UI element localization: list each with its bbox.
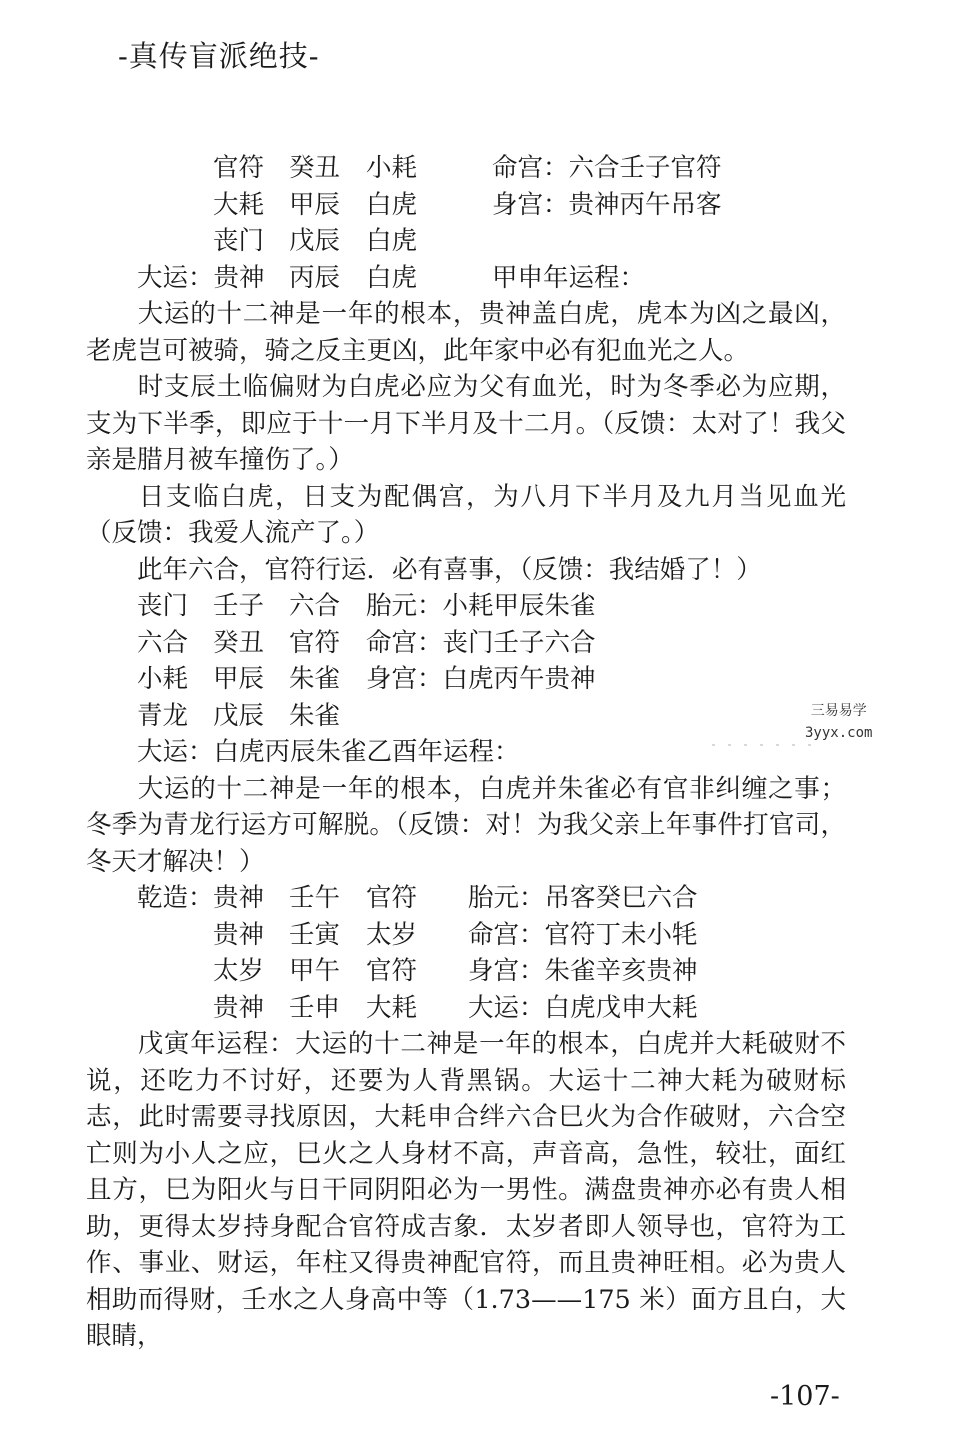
paragraph: 此年六合，官符行运．必有喜事，（反馈：我结婚了！） [137, 554, 762, 585]
chart-cell: 大运：白虎戊申大耗 [468, 992, 698, 1023]
chart-cell: 甲辰 [213, 664, 265, 694]
watermark-url: 3yyx.com [805, 725, 873, 741]
chart-cell: 白虎 [366, 262, 418, 293]
chart-cell: 官符 [366, 883, 418, 913]
chart-cell: 官符 [366, 956, 418, 986]
page-body [86, 150, 846, 1355]
dayun-row [86, 260, 846, 297]
chart2-row [86, 661, 846, 698]
chart-cell: 小耗 [137, 664, 189, 694]
chart-cell: 甲午 [289, 956, 341, 986]
chart-cell: 身宫：朱雀辛亥贵神 [468, 956, 698, 986]
chart-cell: 壬寅 [289, 919, 341, 950]
chart3-row [86, 953, 846, 990]
chart-cell: 大耗 [366, 992, 418, 1023]
chart-cell: 六合 [137, 627, 189, 658]
chart-cell: 命宫：丧门壬子六合 [366, 627, 596, 658]
chart2-row [86, 588, 846, 625]
chart-cell: 白虎 [366, 189, 418, 220]
chart-cell: 甲申年运程： [492, 262, 646, 293]
chart-cell: 大运：贵神 [137, 262, 265, 293]
running-header: -真传盲派绝技- [118, 39, 320, 73]
paragraph: 大运的十二神是一年的根本，贵神盖白虎，虎本为凶之最凶，老虎岂可被骑，骑之反主更凶，此年家中必有犯血光之人。 [86, 299, 846, 366]
paragraph: 日支临白虎，日支为配偶宫，为八月下半月及九月当见血光（反馈：我爱人流产了。） [86, 481, 846, 548]
paragraph: 戊寅年运程：大运的十二神是一年的根本，白虎并大耗破财不说，还吃力不讨好，还要为人背黑锅。大运十二神大耗为破财标志，此时需要寻找原因，大耗申合绊六合巳火为合作破财，六合空亡则为小人之应，巳火之人身材不高，声音高，急性，较壮，面红且方，巳为阳火与日干同阴阳必为一男性。满盘贵神亦必有贵人相助，更得太岁持身配合官符成吉象．太岁者即人领导也，官符为工作、事业、财运，年柱又得贵神配官符，而且贵神旺相。必为贵人相助而得财，壬水之人身高中等（1.73——175 米）面方且白，大眼睛， [86, 1029, 846, 1351]
qianzao-label: 乾造： [137, 883, 214, 913]
chart1-row [86, 187, 846, 224]
chart-cell: 大耗 [213, 189, 265, 220]
page-number: -107- [770, 1381, 840, 1412]
chart-cell: 朱雀 [289, 664, 341, 694]
chart-cell: 命宫：官符丁未小牦 [468, 919, 698, 950]
chart-cell: 贵神 [213, 992, 265, 1023]
chart-cell: 壬申 [289, 992, 341, 1023]
chart-cell: 戊辰 [213, 700, 265, 731]
chart-cell: 癸丑 [289, 153, 341, 183]
chart-cell: 丧门 [137, 591, 189, 621]
paragraph: 时支辰土临偏财为白虎必应为父有血光，时为冬季必为应期，支为下半季，即应于十一月下半月及十二月。（反馈：太对了！我父亲是腊月被车撞伤了。） [86, 372, 846, 475]
chart-cell: 戊辰 [289, 226, 341, 256]
chart-cell: 命宫：六合壬子官符 [492, 153, 722, 183]
chart-cell: 甲辰 [289, 189, 341, 220]
chart-cell: 朱雀 [289, 700, 341, 731]
chart-cell: 丙辰 [289, 262, 341, 293]
chart-cell: 太岁 [213, 956, 265, 986]
chart2-row [86, 698, 846, 735]
paragraph: 大运的十二神是一年的根本，白虎并朱雀必有官非纠缠之事；冬季为青龙行运方可解脱。（反馈：对！为我父亲上年事件打官司，冬天才解决！） [86, 773, 846, 877]
chart1-row [86, 223, 846, 260]
chart-cell: 官符 [289, 627, 341, 658]
chart-cell: 身宫：贵神丙午吊客 [492, 189, 722, 220]
chart-cell: 六合 [289, 591, 341, 621]
chart-cell: 胎元：小耗甲辰朱雀 [366, 591, 596, 621]
chart-cell: 贵神 [213, 919, 265, 950]
chart-cell: 太岁 [366, 919, 418, 950]
chart2-row [86, 625, 846, 662]
watermark-cn: 三易易学 [810, 703, 867, 719]
chart-cell: 青龙 [137, 700, 189, 731]
watermark-dots [712, 744, 812, 746]
chart-cell: 壬子 [213, 591, 265, 621]
chart3-row [86, 917, 846, 954]
chart-cell: 壬午 [289, 883, 341, 913]
chart-cell: 贵神 [213, 883, 265, 913]
site-watermark [805, 700, 872, 744]
chart-cell: 身宫：白虎丙午贵神 [366, 664, 596, 694]
chart-cell: 癸丑 [213, 627, 265, 658]
chart-cell: 官符 [213, 153, 265, 183]
chart1-row [86, 150, 846, 187]
chart-cell: 丧门 [213, 226, 265, 256]
chart-cell: 小耗 [366, 153, 418, 183]
chart3-row [86, 880, 846, 917]
chart-cell: 白虎 [366, 226, 418, 256]
chart3-row [86, 990, 846, 1027]
dayun-line: 大运：白虎丙辰朱雀乙酉年运程： [137, 737, 520, 767]
chart-cell: 胎元：吊客癸巳六合 [468, 883, 698, 913]
